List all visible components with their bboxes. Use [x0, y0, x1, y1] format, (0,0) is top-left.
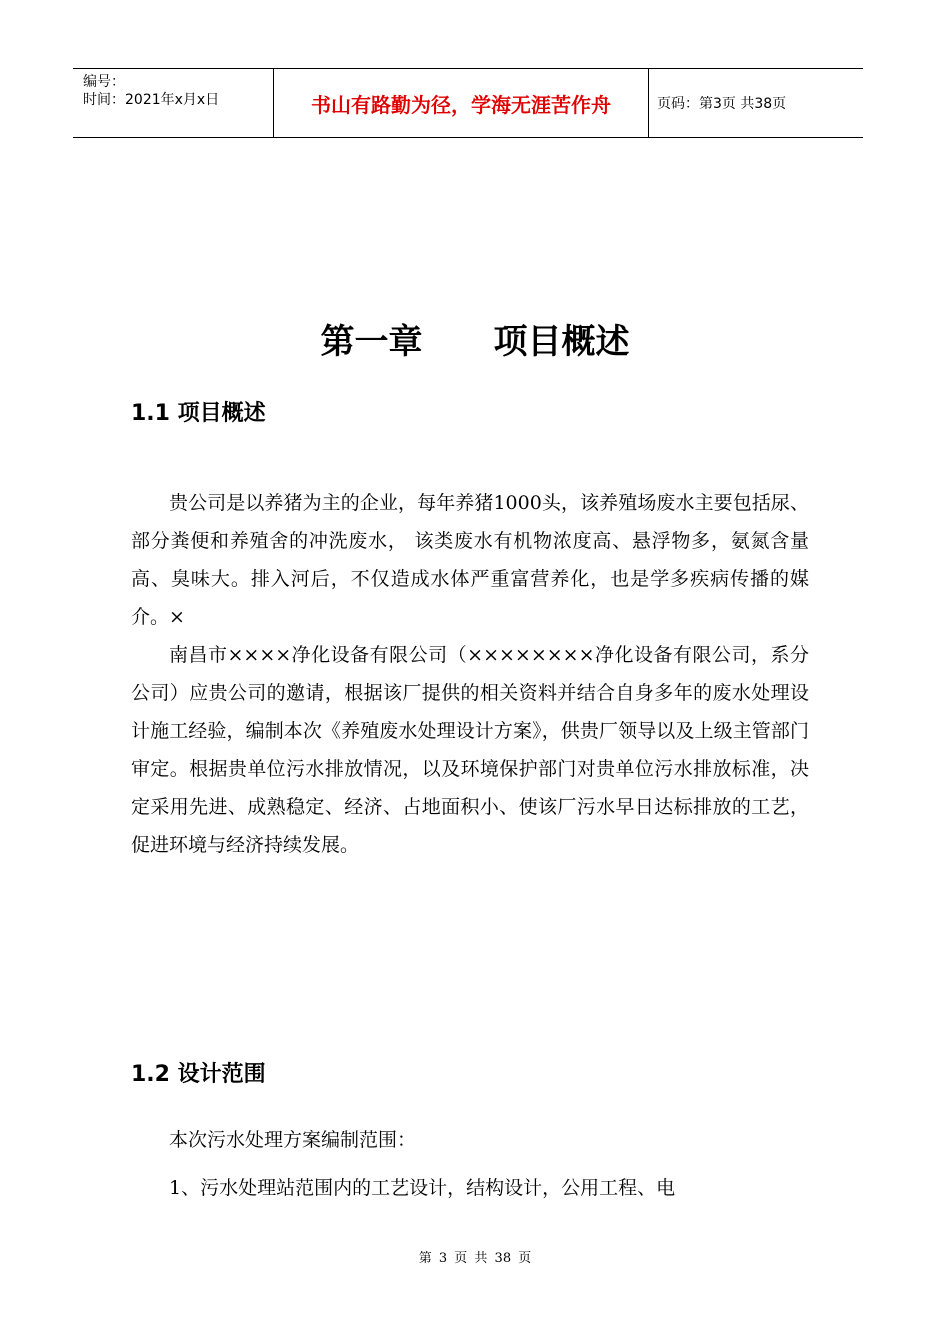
header-meta: [73, 69, 274, 137]
chapter-title: 第一章 项目概述: [320, 322, 630, 362]
paragraph: 1、污水处理站范围内的工艺设计，结构设计，公用工程、电: [169, 1177, 676, 1199]
section-1-1-body: [131, 484, 809, 864]
paragraph: 本次污水处理方案编制范围：: [169, 1129, 417, 1151]
date-line: 时间：2021年x月x日: [83, 92, 220, 108]
section-heading-1-2: 1.2 设计范围: [131, 1062, 266, 1087]
paragraph: 南昌市××××净化设备有限公司（××××××××净化设备有限公司，系分公司）应贵公司的邀请，根据该厂提供的相关资料并结合自身多年的废水处理设计施工经验，编制本次《养殖废水处理设计方案》，供贵厂领导以及上级主管部门审定。根据贵单位污水排放情况，以及环境保护部门对贵单位污水排放标准，决定采用先进、成熟稳定、经济、占地面积小、使该厂污水早日达标排放的工艺，促进环境与经济持续发展。: [131, 644, 809, 856]
header-page-info: 页码：第3页 共38页: [657, 96, 787, 112]
section-heading-1-1: 1.1 项目概述: [131, 401, 266, 426]
page-header: [73, 68, 863, 138]
serial-label: 编号：: [83, 74, 125, 90]
paragraph: 贵公司是以养猪为主的企业，每年养猪1000头，该养殖场废水主要包括尿、部分粪便和养殖舍的冲洗废水， 该类废水有机物浓度高、悬浮物多，氨氮含量高、臭味大。排入河后，不仅造成水体严重富营养化，也是学多疾病传播的媒介。×: [131, 492, 809, 628]
section-1-2-body: [131, 1121, 809, 1207]
page-footer: 第 3 页 共 38 页: [418, 1251, 532, 1266]
header-motto: 书山有路勤为径，学海无涯苦作舟: [274, 69, 649, 137]
